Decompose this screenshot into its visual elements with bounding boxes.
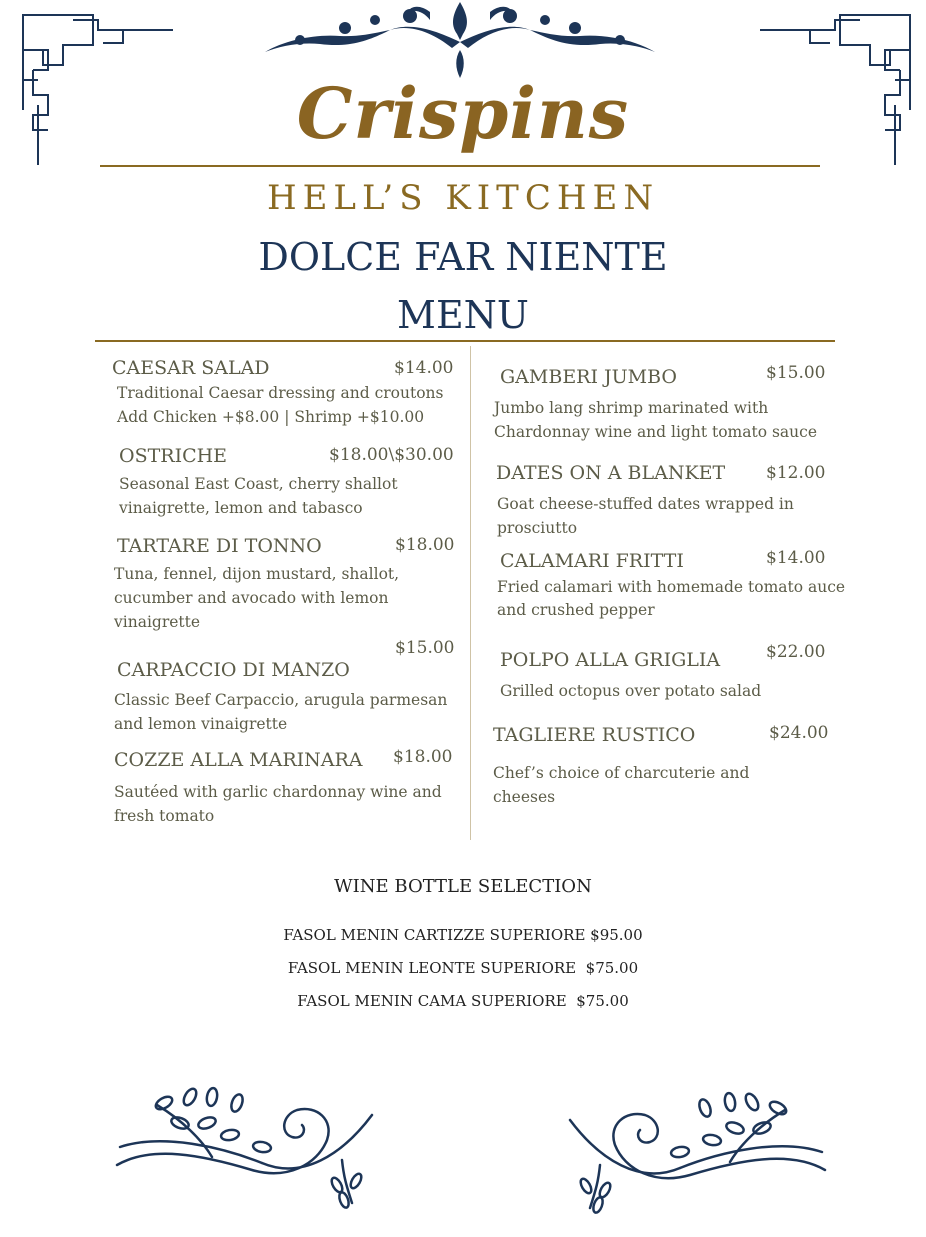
wine-item: FASOL MENIN CAMA SUPERIORE $75.00 xyxy=(297,992,629,1010)
item-desc: vinaigrette xyxy=(114,613,201,631)
item-price: $15.00 xyxy=(395,638,455,658)
item-name: CAESAR SALAD xyxy=(112,357,270,379)
leaf-flourish-left-icon xyxy=(112,1085,382,1210)
item-name: POLPO ALLA GRIGLIA xyxy=(500,649,721,671)
item-desc: Jumbo lang shrimp marinated with xyxy=(494,399,769,417)
item-price: $18.00\$30.00 xyxy=(329,445,454,465)
page-title-line1: DOLCE FAR NIENTE xyxy=(258,235,668,279)
item-desc: prosciutto xyxy=(497,519,578,537)
item-desc: fresh tomato xyxy=(114,807,215,825)
item-desc: Chef’s choice of charcuterie and xyxy=(493,764,750,782)
item-price: $15.00 xyxy=(766,363,826,383)
item-desc: Tuna, fennel, dijon mustard, shallot, xyxy=(114,565,400,583)
item-name: CALAMARI FRITTI xyxy=(500,550,684,572)
item-price: $18.00 xyxy=(395,535,455,555)
header-divider xyxy=(100,165,820,167)
item-name: DATES ON A BLANKET xyxy=(496,462,726,484)
item-desc: and lemon vinaigrette xyxy=(114,715,288,733)
item-desc: Chardonnay wine and light tomato sauce xyxy=(494,423,818,441)
item-price: $24.00 xyxy=(769,723,829,743)
wine-item: FASOL MENIN LEONTE SUPERIORE $75.00 xyxy=(287,959,639,977)
item-price: $14.00 xyxy=(766,548,826,568)
item-desc: Sautéed with garlic chardonnay wine and xyxy=(114,783,442,801)
item-desc: Add Chicken +$8.00 | Shrimp +$10.00 xyxy=(117,408,425,426)
item-desc: vinaigrette, lemon and tabasco xyxy=(119,499,363,517)
wine-heading: WINE BOTTLE SELECTION xyxy=(334,876,592,897)
item-name: GAMBERI JUMBO xyxy=(500,366,678,388)
item-desc: cheeses xyxy=(493,788,556,806)
item-desc: Traditional Caesar dressing and croutons xyxy=(117,384,444,402)
item-name: TARTARE DI TONNO xyxy=(117,535,322,557)
item-name: OSTRICHE xyxy=(119,445,228,467)
wine-item: FASOL MENIN CARTIZZE SUPERIORE $95.00 xyxy=(283,926,643,944)
item-desc: and crushed pepper xyxy=(497,601,655,619)
item-name: CARPACCIO DI MANZO xyxy=(117,659,350,681)
item-desc: Grilled octopus over potato salad xyxy=(500,682,762,700)
item-desc: cucumber and avocado with lemon xyxy=(114,589,389,607)
item-desc: Seasonal East Coast, cherry shallot xyxy=(119,475,398,493)
item-price: $18.00 xyxy=(393,747,453,767)
item-name: TAGLIERE RUSTICO xyxy=(493,724,696,746)
leaf-flourish-right-icon xyxy=(560,1090,830,1215)
item-price: $22.00 xyxy=(766,642,826,662)
menu-divider xyxy=(95,340,835,342)
item-name: COZZE ALLA MARINARA xyxy=(114,749,363,771)
item-desc: Classic Beef Carpaccio, arugula parmesan xyxy=(114,691,448,709)
column-divider xyxy=(470,346,471,840)
item-price: $14.00 xyxy=(394,358,454,378)
subtitle: HELL’S KITCHEN xyxy=(266,178,660,218)
page-title-line2: MENU xyxy=(397,293,529,337)
item-price: $12.00 xyxy=(766,463,826,483)
item-desc: Fried calamari with homemade tomato auce xyxy=(497,578,846,596)
item-desc: Goat cheese-stuffed dates wrapped in xyxy=(497,495,794,513)
brand-name: Crispins xyxy=(296,72,630,155)
